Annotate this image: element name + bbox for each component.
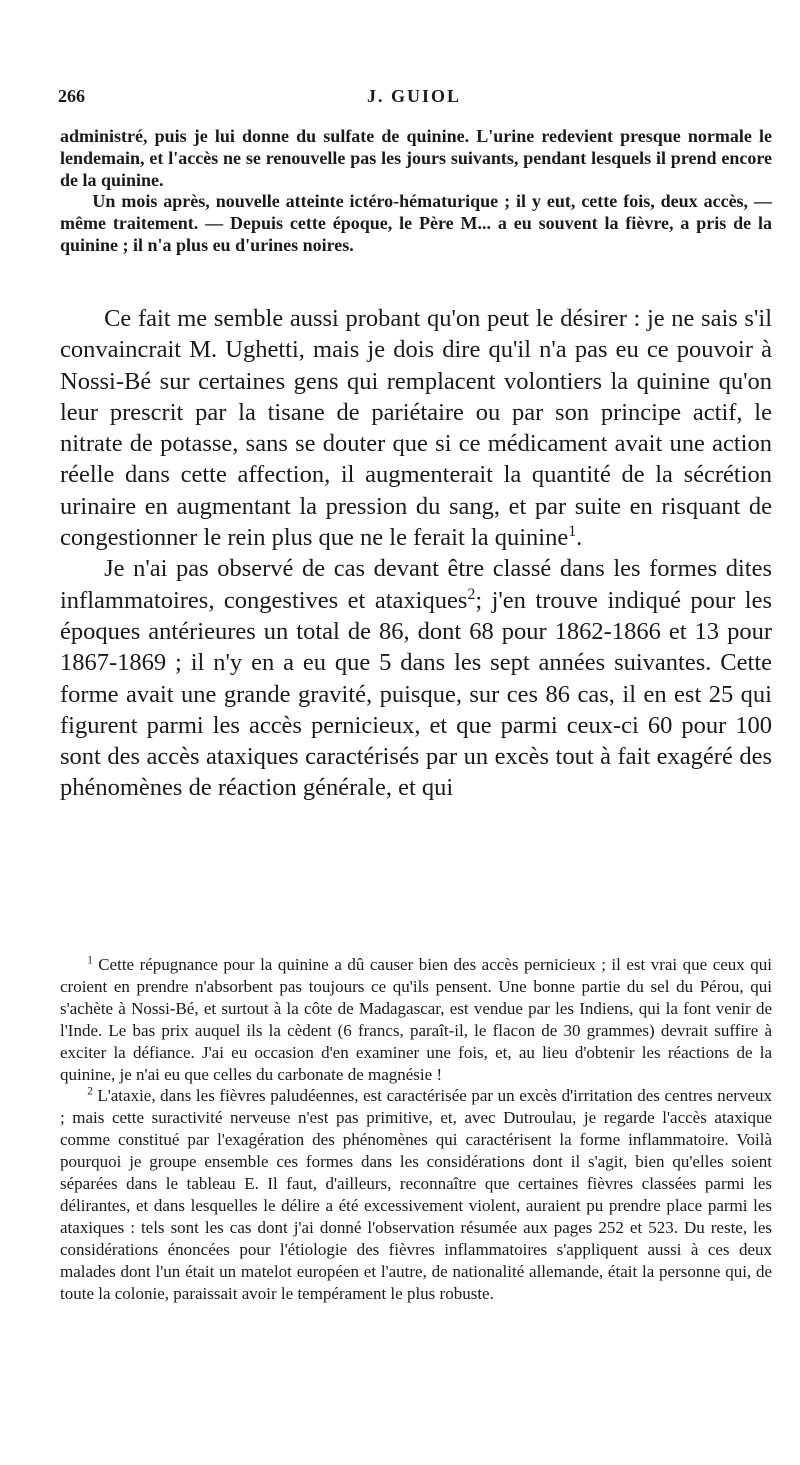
footnote-2-mark: 2: [87, 1085, 93, 1098]
footnote-2: [60, 1085, 772, 1304]
running-head: J. GUIOL: [366, 86, 461, 106]
observation-paragraph-2: Un mois après, nouvelle atteinte ictéro-hématurique ; il y eut, cette fois, deux accès, — même traitement. — Depuis cette époque, le Père M... a eu souvent la fièvre, a pris de la quinine ; il n'a plus eu d'urines noires.: [60, 191, 772, 255]
footnote-ref-2: 2: [467, 585, 476, 603]
observation-text: [60, 126, 772, 257]
footnote-1-mark: 1: [87, 954, 93, 967]
body-paragraph-2: [60, 553, 772, 803]
page-number: 266: [58, 86, 85, 106]
body-paragraph-2-text-a: Je n'ai pas observé de cas devant être classé dans les formes dites inflammatoires, congestives et ataxiques: [60, 555, 772, 614]
footnote-ref-1: 1: [568, 522, 577, 540]
body-paragraph-2-text-b: ; j'en trouve indiqué pour les époques antérieures un total de 86, dont 68 pour 1862-1866 et 13 pour 1867-1869 ; il n'y en a eu que 5 dans les sept années suivantes. Cette forme avait une grande gravité, puisque, sur ces 86 cas, il en est 25 qui figurent parmi les accès pernicieux, et que parmi ceux-ci 60 pour 100 sont des accès ataxiques caractérisés par un excès tout à fait exagéré des phénomènes de réaction générale, et qui: [60, 586, 773, 802]
body-paragraph-1-end: .: [576, 524, 583, 552]
footnote-1: [60, 954, 772, 1085]
footnote-2-text: L'ataxie, dans les fièvres paludéennes, est caractérisée par un excès d'irritation des centres nerveux ; mais cette suractivité nerveuse n'est pas primitive, et, avec Dutroulau, je regarde l'accès ataxique comme constitué par l'exagération des phénomènes qui caractérisent la forme inflammatoire. Voilà pourquoi je groupe ensemble ces formes dans les considérations dont il s'agit, bien qu'elles soient séparées dans le tableau E. Il faut, d'ailleurs, reconnaître que certaines fièvres classées parmi les délirantes, et dans lesquelles le délire a été excessivement violent, auraient pu prendre place parmi les ataxiques : tels sont les cas dont j'ai donné l'observation résumée aux pages 252 et 523. Du reste, les considérations énoncées pour l'étiologie des fièvres inflammatoires s'appliquent aussi à ces deux malades dont l'un était un matelot européen et l'autre, de nationalité allemande, était la personne qui, de toute la colonie, paraissait avoir le tempérament le plus robuste.: [60, 1086, 772, 1303]
observation-paragraph-1: administré, puis je lui donne du sulfate de quinine. L'urine redevient presque normale le lendemain, et l'accès ne se renouvelle pas les jours suivants, pendant lesquels il prend encore de la quinine.: [60, 126, 772, 190]
footnote-1-text: Cette répugnance pour la quinine a dû causer bien des accès pernicieux ; il est vrai que ceux qui croient en prendre n'absorbent pas toujours ce qu'ils pensent. Une bonne partie du sel du Pérou, qui s'achète à Nossi-Bé, et surtout à la côte de Madagascar, est vendue par les Indiens, qui la font venir de l'Inde. Le bas prix auquel ils la cèdent (6 francs, paraît-il, le flacon de 30 grammes) devrait suffire à exciter la défiance. J'ai eu occasion d'en examiner une fois, et, au lieu d'obtenir les réactions de la quinine, je n'ai eu que celles du carbonate de magnésie !: [60, 955, 772, 1084]
body-paragraph-1: [60, 303, 772, 553]
footnotes: [60, 954, 772, 1305]
body-paragraph-1-text: Ce fait me semble aussi probant qu'on peut le désirer : je ne sais s'il convaincrait M. Ughetti, mais je dois dire qu'il n'a pas eu ce pouvoir à Nossi-Bé sur certaines gens qui remplacent volontiers la quinine qu'on leur prescrit par la tisane de pariétaire ou par son principe actif, le nitrate de potasse, sans se douter que si ce médicament avait une action réelle dans cette affection, il augmenterait la quantité de la sécrétion urinaire en augmentant la pression du sang, et par suite en risquant de congestionner le rein plus que ne le ferait la quinine: [60, 305, 772, 552]
page-header: [58, 86, 770, 110]
main-text: [60, 303, 772, 804]
